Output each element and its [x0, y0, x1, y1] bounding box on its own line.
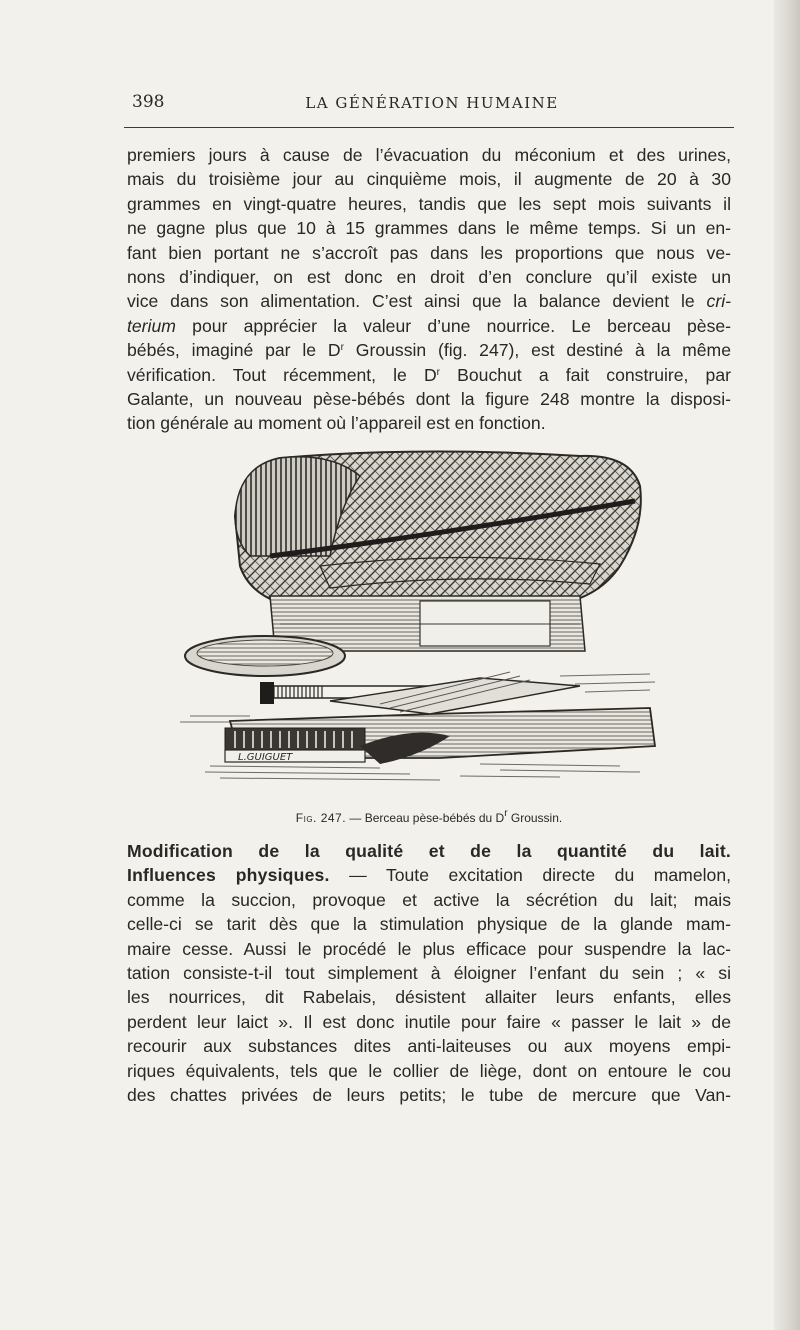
page-number: 398: [132, 92, 165, 112]
text-run: Groussin (fig. 247), est destiné à la même: [355, 340, 731, 361]
base-crosspiece: [330, 678, 580, 714]
paragraph-1: [127, 143, 731, 436]
text-line: recourir aux substances dites anti-laiteuses ou aux moyens empi-: [127, 1036, 731, 1057]
superscript: r: [436, 366, 441, 378]
text-line: des chattes privées de leurs petits; le tube de mercure que Van-: [127, 1085, 731, 1106]
text-run: pour apprécier la valeur d’une nourrice. Le berceau pèse-: [192, 315, 732, 336]
header-rule: [124, 127, 734, 128]
text-line: nons d’indiquer, on est donc en droit d’en conclure qu’il existe un: [127, 267, 731, 288]
text-run: vice dans son alimentation. C’est ainsi que la balance devient le: [127, 291, 695, 312]
text-line: [127, 289, 731, 313]
text-run: — Toute excitation directe du mamelon,: [349, 865, 731, 886]
text-line: [127, 363, 731, 387]
text-run: bébés, imaginé par le D: [127, 340, 341, 361]
text-line: Galante, un nouveau pèse-bébés dont la figure 248 montre la disposi-: [127, 389, 731, 410]
text-line: premiers jours à cause de l’évacuation du méconium et des urines,: [127, 145, 731, 165]
text-line: mais du troisième jour au cinquième mois, il augmente de 20 à 30: [127, 169, 731, 190]
figure-247-cradle-scale: [180, 446, 665, 796]
subheading-run: Influences physiques.: [127, 865, 330, 886]
text-line: [127, 863, 731, 887]
text-line: maire cesse. Aussi le procédé le plus efficace pour suspendre la lac-: [127, 938, 731, 959]
text-line: fant bien portant ne s’accroît pas dans les proportions que nous ve-: [127, 242, 731, 263]
text-run: Bouchut a fait construire, par: [457, 364, 731, 385]
caption-text: — Berceau pèse-bébés du D: [349, 811, 505, 825]
text-line: perdent leur laict ». Il est donc inutile pour faire « passer le lait » de: [127, 1011, 731, 1032]
text-run: vérification. Tout récemment, le D: [127, 364, 437, 385]
text-line: riques équivalents, tels que le collier de liège, dont on entoure le cou: [127, 1060, 731, 1081]
running-title: LA GÉNÉRATION HUMAINE: [305, 94, 559, 112]
page-edge-shadow: [774, 0, 800, 1330]
text-line: [127, 338, 731, 362]
text-line: les nourrices, dit Rabelais, désistent allaiter leurs enfants, elles: [127, 987, 731, 1008]
section-heading: [127, 839, 731, 863]
running-head: [132, 92, 732, 114]
text-line: celle-ci se tarit dès que la stimulation physique de la glande mam-: [127, 914, 731, 935]
superscript: r: [340, 342, 344, 354]
text-line: comme la succion, provoque et active la sécrétion du lait; mais: [127, 889, 731, 910]
text-line: grammes en vingt-quatre heures, tandis que les sept mois suivants il: [127, 193, 731, 214]
cradle-scale-engraving: [180, 446, 665, 796]
baluster-rail: [225, 728, 365, 750]
paragraph-2: [127, 839, 731, 1107]
caption-name: Groussin.: [510, 811, 563, 825]
superscript: r: [504, 808, 508, 819]
figure-caption: [127, 808, 731, 825]
beam-weight: [260, 682, 274, 704]
italic-term: cri-: [706, 291, 731, 312]
italic-term: terium: [127, 315, 176, 336]
text-line: [127, 314, 731, 338]
caption-label: Fig. 247.: [295, 811, 347, 825]
engraver-signature: L.GUIGUET: [238, 752, 293, 763]
text-line: ne gagne plus que 10 à 15 grammes dans le même temps. Si un en-: [127, 218, 731, 239]
text-line: tation consiste-t-il tout simplement à éloigner l’enfant du sein ; « si: [127, 963, 731, 984]
heading-run: Modification de la qualité et de la quantité du lait.: [127, 841, 731, 861]
text-line: tion générale au moment où l’appareil est en fonction.: [127, 413, 546, 434]
